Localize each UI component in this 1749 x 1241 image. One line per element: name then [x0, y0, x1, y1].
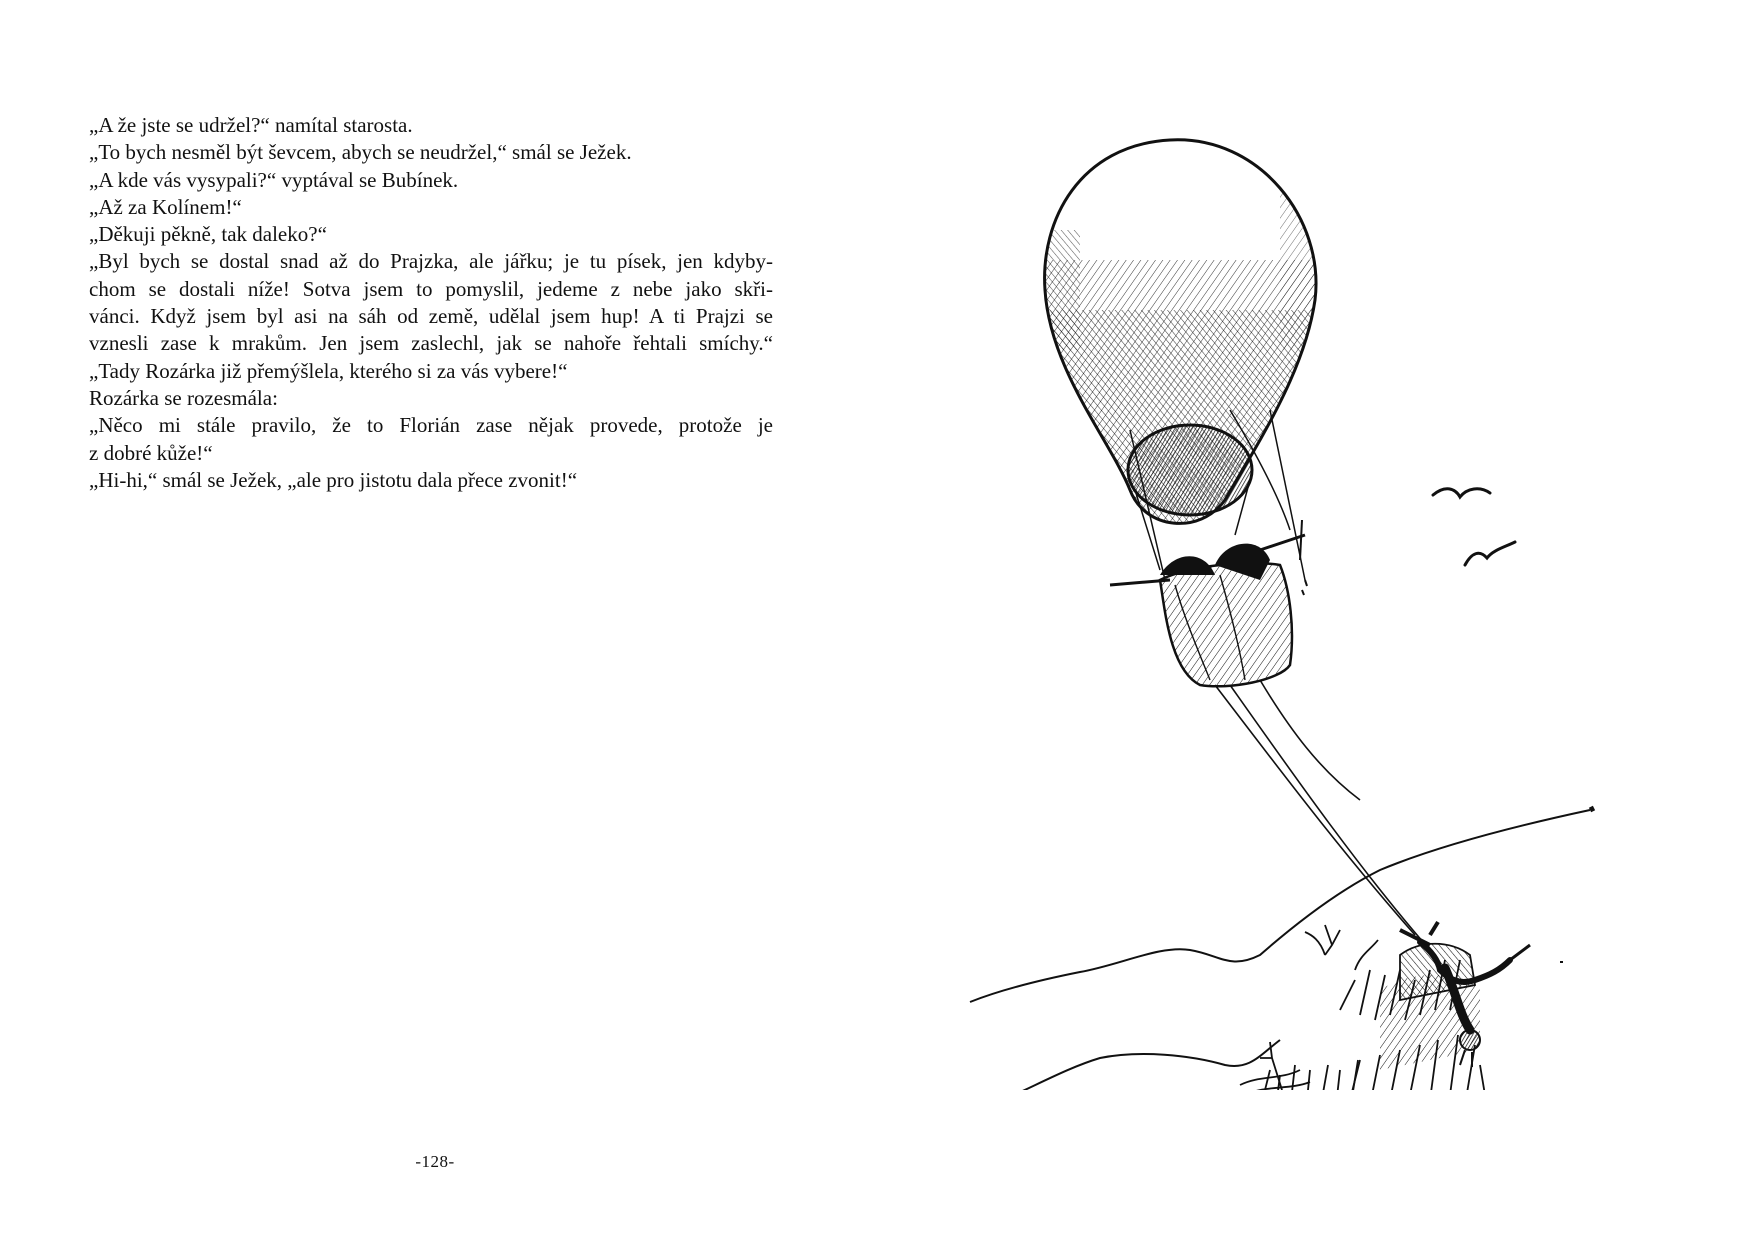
text-line: Rozárka se rozesmála: — [89, 385, 278, 410]
tether-rope — [1215, 680, 1430, 950]
story-text — [89, 112, 773, 494]
shrubs — [1240, 925, 1485, 1090]
text-line: „A kde vás vysypali?“ vyptával se Bubínek. — [89, 167, 459, 192]
text-line: „To bych nesměl být ševcem, abych se neudržel,“ smál se Ježek. — [89, 140, 632, 165]
text-line: „A že jste se udržel?“ namítal starosta. — [89, 113, 413, 137]
text-line: „Až za Kolínem!“ — [89, 194, 242, 219]
text-line: z dobré kůže!“ — [89, 440, 213, 465]
text-line: „Byl bych se dostal snad až do Prajzka, ale jářku; je tu písek, jen kdyby- — [89, 249, 773, 274]
page-number: -128- — [415, 1152, 455, 1171]
text-line: „Hi-hi,“ smál se Ježek, „ale pro jistotu dala přece zvonit!“ — [89, 467, 578, 492]
text-line: „Děkuji pěkně, tak daleko?“ — [89, 222, 327, 247]
balloon-basket — [1110, 520, 1307, 686]
text-line: chom se dostali níže! Sotva jsem to pomyslil, jedeme z nebe jako skři- — [89, 276, 773, 301]
text-line: „Něco mi stále pravilo, že to Florián zase nějak provede, protože je — [89, 413, 773, 438]
balloon-illustration — [960, 110, 1680, 1090]
birds — [1433, 489, 1515, 565]
hills — [970, 808, 1594, 1090]
text-line: vznesli zase k mrakům. Jen jsem zaslechl, jak se nahoře řehtali smíchy.“ — [89, 331, 773, 356]
text-line: „Tady Rozárka již přemýšlela, kterého si za vás vybere!“ — [89, 358, 568, 383]
balloon-drawing — [960, 110, 1680, 1090]
text-line: vánci. Když jsem byl asi na sáh od země, udělal jsem hup! A ti Prajzi se — [89, 304, 773, 329]
